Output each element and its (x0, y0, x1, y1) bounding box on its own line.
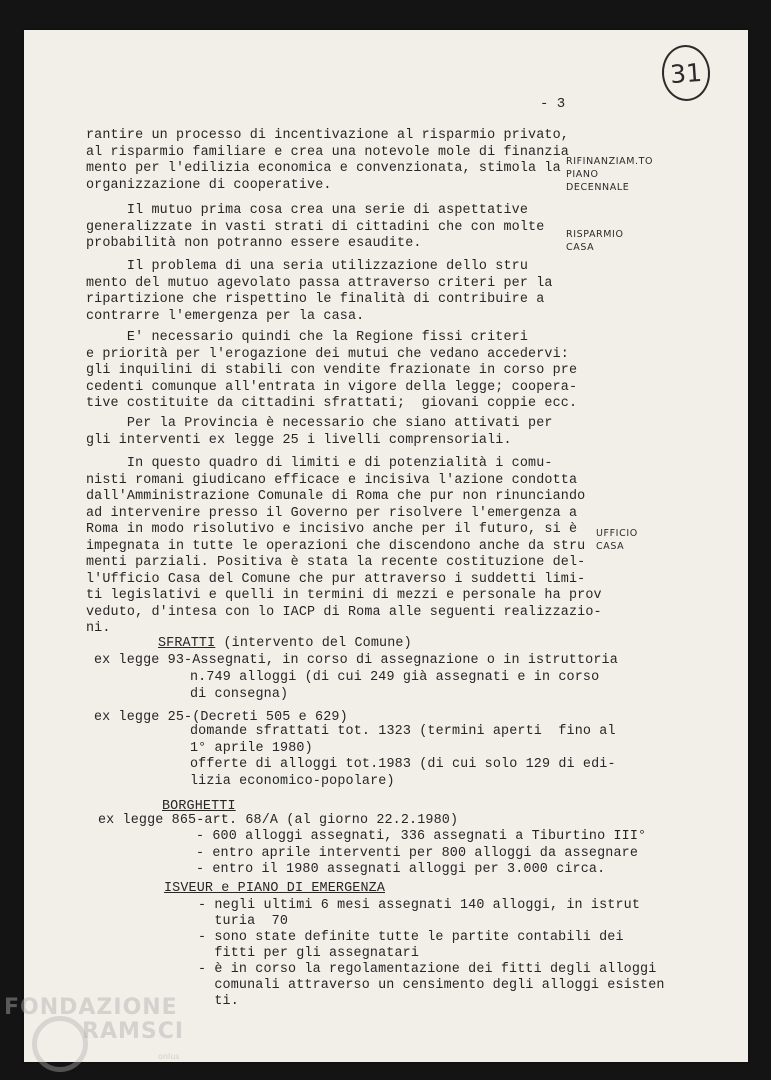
sfratti-heading: SFRATTI (158, 636, 216, 651)
sfratti-line-4: domande sfrattati tot. 1323 (termini aperti fino al 1° aprile 1980) offerte di alloggi tot.1983 (di cui solo 129 di edi- lizia economico-popolare) (190, 724, 616, 789)
sfratti-line-3: ex legge 25-(Decreti 505 e 629) (94, 710, 348, 725)
isveur-items: - negli ultimi 6 mesi assegnati 140 alloggi, in istrut turia 70 - sono state definite tutte le partite contabili dei fitti per gli assegnatari - è in corso la regolamentazione dei fitti degli alloggi comunali attraverso un censimento degli alloggi esisten ti. (198, 898, 665, 1009)
sfratti-line-1: ex legge 93-Assegnati, in corso di assegnazione o in istruttoria (94, 653, 618, 668)
paragraph-4: E' necessario quindi che la Regione fissi criteri e priorità per l'erogazione dei mutui che vedano accedervi: gli inquilini di stabili con vendite frazionate in corso pre cedenti comunque all'entrata in vigore della legge; coopera- tive costituite da cittadini sfrattati; giovani coppie ecc. (86, 330, 578, 411)
margin-note-risparmio-casa: RISPARMIO CASA (566, 229, 624, 253)
folio-number: 31 (660, 43, 712, 102)
borghetti-line-1: ex legge 865-art. 68/A (al giorno 22.2.1980) (98, 813, 459, 828)
fondazione-gramsci-watermark: FONDAZIONE RAMSCI (4, 996, 184, 1044)
paragraph-5: Per la Provincia è necessario che siano attivati per gli interventi ex legge 25 i livelli comprensoriali. (86, 416, 553, 448)
paragraph-6: In questo quadro di limiti e di potenzialità i comu- nisti romani giudicano efficace e incisiva l'azione condotta dall'Amministrazione Comunale di Roma che pur non rinunciando ad intervenire presso il Governo per risolvere l'emergenza a Roma in modo risolutivo e incisivo anche per il futuro, si è impegnata in tutte le operazioni che discendono anche da stru menti parziali. Positiva è stata la recente costituzione del- l'Ufficio Casa del Comune che pur attraverso i suddetti limi- ti legislativi e quelli in termini di mezzi e personale ha prov veduto, d'intesa con lo IACP di Roma alle seguenti realizzazio- ni. (86, 456, 602, 636)
borghetti-heading: BORGHETTI (162, 799, 236, 814)
paragraph-2: Il mutuo prima cosa crea una serie di aspettative generalizzate in vasti strati di cittadini che con molte probabilità non potranno essere esaudite. (86, 203, 545, 251)
sfratti-heading-line (158, 636, 412, 653)
isveur-heading: ISVEUR e PIANO DI EMERGENZA (164, 881, 386, 896)
sfratti-line-2: n.749 alloggi (di cui 249 già assegnati e in corso di consegna) (190, 670, 600, 702)
paragraph-1: rantire un processo di incentivazione al risparmio privato, al risparmio familiare e crea una notevole mole di finanzia mento per l'edilizia economica e convenzionata, stimola la organizzazione di cooperative. (86, 128, 569, 193)
page-number: - 3 (540, 96, 566, 112)
gramsci-g-logo (32, 1016, 88, 1072)
sfratti-heading-suffix: (intervento del Comune) (215, 636, 412, 651)
margin-note-rifinanziamento: RIFINANZIAM.TO PIANO DECENNALE (566, 156, 654, 193)
margin-note-ufficio-casa: UFFICIO CASA (596, 528, 638, 552)
watermark-onlus: onlus (158, 1052, 180, 1061)
paragraph-3: Il problema di una seria utilizzazione dello stru mento del mutuo agevolato passa attraverso criteri per la ripartizione che rispettino le finalità di contribuire a contrarre l'emergenza per la casa. (86, 259, 553, 324)
borghetti-items: - 600 alloggi assegnati, 336 assegnati a Tiburtino III° - entro aprile interventi per 800 alloggi da assegnare - entro il 1980 assegnati alloggi per 3.000 circa. (196, 829, 647, 877)
